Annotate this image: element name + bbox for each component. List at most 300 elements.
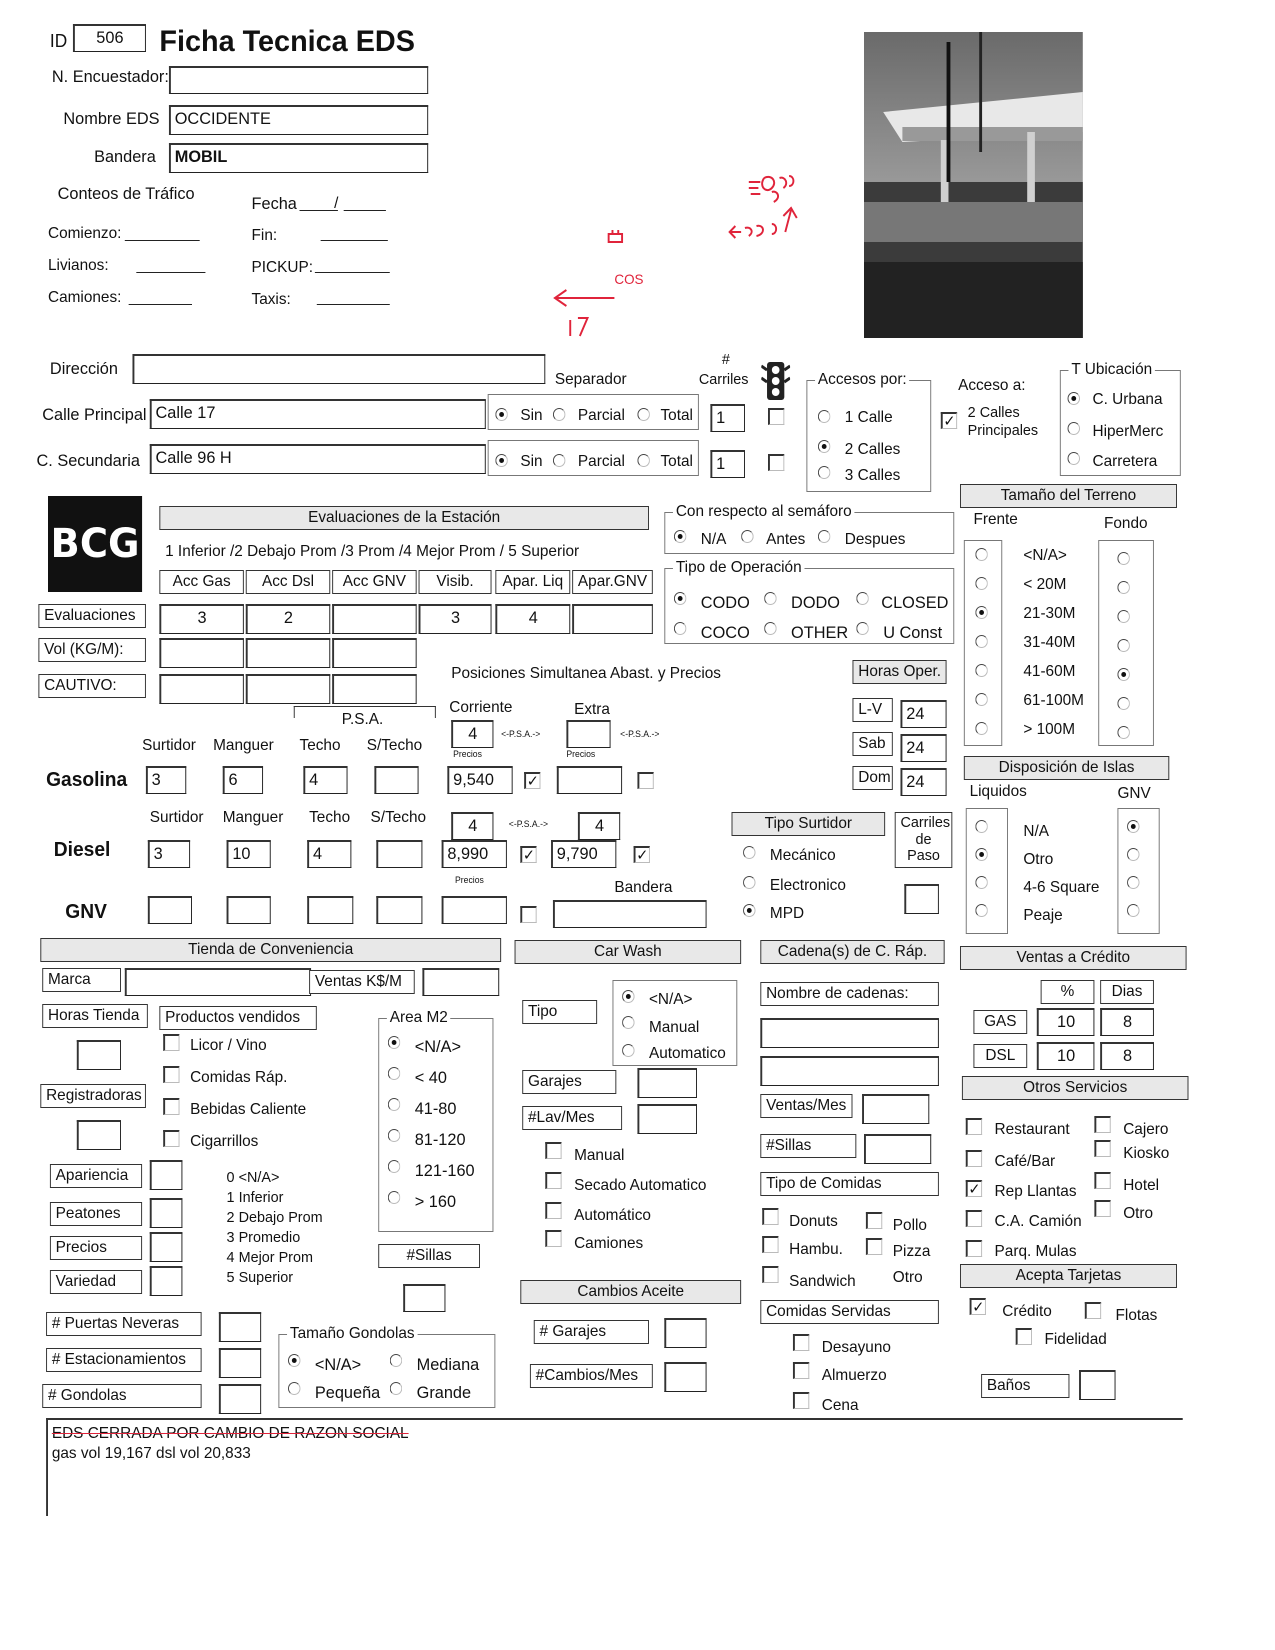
tam-gondolas-title: Tamaño Gondolas (287, 1325, 417, 1343)
tarjeta-fidelidad-label: Fidelidad (1044, 1331, 1107, 1348)
servicio-mulas-checkbox[interactable] (966, 1240, 982, 1257)
islas-option-label: Peaje (1023, 907, 1063, 924)
credito-dsl-dias-field[interactable]: 8 (1100, 1042, 1154, 1070)
tarjeta-credito-label: Crédito (1002, 1303, 1052, 1320)
tienda-peatones-field[interactable] (150, 1198, 183, 1228)
nombre-eds-field[interactable]: OCCIDENTE (169, 105, 428, 135)
ubicacion-hipermerc-radio[interactable] (1068, 422, 1080, 435)
islas-option-label: N/A (1023, 823, 1049, 840)
cadenas-nombre-field-2[interactable] (760, 1056, 939, 1086)
gondola-grande-radio[interactable] (390, 1382, 402, 1395)
acceso-2-calles-radio[interactable] (818, 440, 830, 453)
dsl-surtidor-label: Surtidor (149, 809, 204, 826)
encuestador-field[interactable] (169, 66, 428, 94)
fecha-label: Fecha (251, 194, 297, 213)
servicio-hotel-checkbox[interactable] (1094, 1172, 1110, 1189)
calle-principal-field[interactable]: Calle 17 (150, 399, 486, 429)
surtidor-mecanico-radio[interactable] (743, 846, 755, 859)
servida-almuerzo-checkbox[interactable] (793, 1362, 809, 1379)
area-m2-option-label: 81-120 (414, 1130, 466, 1149)
sep-sin-label-2: Sin (520, 453, 543, 470)
horas-dom-field[interactable]: 24 (900, 768, 946, 796)
carwash-auto-label: Automático (574, 1207, 651, 1224)
tienda-ventas-field[interactable] (422, 968, 499, 996)
aceite-cambios-label: #Cambios/Mes (530, 1364, 653, 1388)
gas-stecho-field[interactable] (374, 766, 418, 794)
bandera-field[interactable]: MOBIL (169, 143, 428, 173)
op-codo-radio[interactable] (674, 592, 686, 605)
islas-option-label: 4-6 Square (1023, 879, 1100, 896)
registradoras-label: Registradoras (40, 1084, 146, 1108)
gondola-grande-label: Grande (416, 1383, 472, 1402)
gnv-bandera-field[interactable] (553, 900, 707, 928)
ubicacion-carretera-radio[interactable] (1068, 452, 1080, 465)
notes-line-1: EDS CERRADA POR CAMBIO DE RAZON SOCIAL (51, 1425, 409, 1442)
carwash-na-radio[interactable] (622, 990, 634, 1003)
horas-sab-label: Sab (852, 732, 892, 756)
acceso-3-calles-radio[interactable] (818, 466, 830, 479)
calle-secundaria-label: C. Secundaria (36, 451, 140, 470)
tarjeta-flotas-label: Flotas (1115, 1307, 1158, 1324)
credito-gas-dias-field[interactable]: 8 (1100, 1008, 1154, 1036)
carriles-secundaria-field[interactable]: 1 (710, 450, 745, 478)
dsl-precio-field[interactable]: 8,990 (442, 840, 507, 868)
acceso-2-label: 2 Calles (844, 441, 901, 458)
op-coco-radio[interactable] (674, 622, 686, 635)
comida-hambu-checkbox[interactable] (762, 1236, 778, 1253)
servida-cena-checkbox[interactable] (793, 1392, 809, 1409)
surtidor-mecanico-label: Mecánico (769, 847, 836, 864)
eval-col-header: Apar.GNV (572, 570, 653, 594)
carwash-manual-label: Manual (648, 1019, 700, 1036)
area-m2-radio[interactable] (388, 1098, 400, 1111)
carwash-automatico-radio[interactable] (622, 1044, 634, 1057)
gas-extra-checkbox[interactable] (637, 772, 653, 789)
acceso-a-label: Acceso a: (958, 377, 1026, 394)
area-m2-radio[interactable] (388, 1129, 400, 1142)
servicio-llantas-label: Rep Llantas (994, 1183, 1077, 1200)
nombre-eds-label: Nombre EDS (63, 109, 160, 128)
notes-area[interactable] (46, 1418, 1183, 1516)
area-m2-option-label: < 40 (414, 1068, 447, 1087)
dsl-techo-label: Techo (309, 809, 351, 826)
tienda-sillas-label: #Sillas (378, 1244, 480, 1268)
gondola-pequena-label: Pequeña (314, 1383, 381, 1402)
carwash-secado-checkbox[interactable] (545, 1172, 561, 1189)
eval-value-field[interactable] (332, 604, 416, 634)
ubicacion-urbana-label: C. Urbana (1092, 391, 1163, 408)
tienda-ventas-label: Ventas K$/M (309, 970, 415, 994)
id-label: ID (49, 31, 68, 51)
semaforo-title: Con respecto al semáforo (673, 503, 855, 521)
op-closed-radio[interactable] (856, 592, 868, 605)
semaforo-despues-radio[interactable] (818, 530, 830, 543)
gondola-na-label: <N/A> (314, 1355, 362, 1374)
gas-extra-precio-field[interactable] (557, 766, 622, 794)
id-field[interactable]: 506 (73, 24, 146, 52)
tienda-scale-item: 4 Mejor Prom (226, 1249, 313, 1266)
otros-servicios-header: Otros Servicios (962, 1076, 1189, 1100)
carriles-principal-field[interactable]: 1 (710, 404, 745, 432)
area-m2-radio[interactable] (388, 1067, 400, 1080)
op-uconst-radio[interactable] (856, 622, 868, 635)
surtidor-electronico-radio[interactable] (743, 876, 755, 889)
gas-precio-field[interactable]: 9,540 (447, 766, 512, 794)
producto-licor-checkbox[interactable] (163, 1034, 179, 1051)
acceso-1-calle-radio[interactable] (818, 410, 830, 423)
area-m2-radio[interactable] (388, 1160, 400, 1173)
aceite-garajes-field[interactable] (664, 1318, 706, 1348)
carwash-camiones-label: Camiones (574, 1235, 644, 1252)
gas-techo-field[interactable]: 4 (303, 766, 347, 794)
gnv-techo-field[interactable] (307, 896, 353, 924)
cadenas-ventas-field[interactable] (862, 1094, 929, 1124)
tienda-scale-item: 1 Inferior (226, 1189, 284, 1206)
aceite-header: Cambios Aceite (520, 1280, 741, 1304)
cautivo-field[interactable] (332, 674, 416, 704)
gas-surtidor-field[interactable]: 3 (146, 766, 186, 794)
servida-almuerzo-label: Almuerzo (821, 1367, 887, 1384)
gas-techo-label: Techo (299, 737, 341, 754)
op-dodo-radio[interactable] (764, 592, 776, 605)
terreno-frente-radio[interactable] (975, 664, 987, 677)
tienda-precios-label: Precios (50, 1236, 142, 1260)
operacion-title: Tipo de Operación (673, 559, 805, 577)
horas-lv-label: L-V (852, 698, 892, 722)
vol-field[interactable] (332, 638, 416, 668)
tienda-marca-field[interactable] (125, 968, 311, 996)
cautivo-field[interactable] (159, 674, 243, 704)
carwash-lav-label: #Lav/Mes (522, 1106, 622, 1130)
tarjeta-credito-checkbox[interactable]: ✓ (970, 1298, 986, 1315)
gas-precios-label: Precios (453, 749, 482, 759)
aceite-cambios-field[interactable] (664, 1362, 706, 1392)
dsl-precio2-field[interactable]: 9,790 (551, 840, 616, 868)
dsl-precio-checkbox[interactable]: ✓ (520, 846, 536, 863)
corriente-label: Corriente (449, 699, 513, 716)
gas-corriente-psa-field[interactable]: 4 (451, 720, 493, 748)
servicio-cafe-label: Café/Bar (994, 1153, 1056, 1170)
carwash-secado-label: Secado Automatico (574, 1177, 707, 1194)
eval-value-field[interactable]: 2 (246, 604, 330, 634)
dsl-surtidor-field[interactable]: 3 (148, 840, 190, 868)
cautivo-field[interactable] (246, 674, 330, 704)
gas-surtidor-label: Surtidor (142, 737, 196, 754)
producto-cigarrillos-checkbox[interactable] (163, 1130, 179, 1147)
carwash-garajes-label: Garajes (522, 1070, 616, 1094)
cadenas-tipo-label: Tipo de Comidas (760, 1172, 939, 1196)
semaforo-na-label: N/A (700, 531, 727, 548)
direccion-label: Dirección (49, 359, 118, 378)
terreno-option-label: > 100M (1023, 721, 1076, 738)
islas-option-label: Otro (1023, 851, 1054, 868)
carwash-manual-radio[interactable] (622, 1016, 634, 1029)
credito-dsl-pct-field[interactable]: 10 (1037, 1042, 1095, 1070)
gnv-surtidor-field[interactable] (148, 896, 192, 924)
islas-gnv-radio[interactable] (1127, 904, 1139, 917)
comida-donuts-label: Donuts (789, 1213, 838, 1230)
semaforo-principal-checkbox[interactable] (768, 408, 784, 425)
islas-gnv-radio[interactable] (1127, 820, 1139, 833)
registradoras-field[interactable] (77, 1120, 121, 1150)
vol-field[interactable] (159, 638, 243, 668)
terreno-fondo-radio[interactable] (1117, 668, 1129, 681)
fin-label: Fin: (251, 227, 278, 244)
terreno-option-label: < 20M (1023, 576, 1067, 593)
gnv-precio-field[interactable] (442, 896, 507, 924)
islas-gnv-radio[interactable] (1127, 876, 1139, 889)
eval-value-field[interactable]: 4 (495, 604, 570, 634)
semaforo-antes-label: Antes (766, 531, 806, 548)
surtidor-mpd-radio[interactable] (743, 904, 755, 917)
dsl-stecho-field[interactable] (376, 840, 422, 868)
carriles-paso-label: Carriles de Paso (895, 812, 953, 868)
area-m2-option-label: 121-160 (414, 1161, 475, 1180)
carriles-label: Carriles (698, 371, 749, 388)
servicio-camion-checkbox[interactable] (966, 1210, 982, 1227)
sep-principal-sin-radio[interactable] (495, 408, 507, 421)
terreno-fondo-radio[interactable] (1117, 697, 1129, 710)
gnv-bandera-label: Bandera (614, 879, 673, 896)
servicio-otro-checkbox[interactable] (1094, 1200, 1110, 1217)
sep-parcial-label-2: Parcial (577, 453, 625, 470)
gondolas-label: # Gondolas (42, 1384, 201, 1408)
producto-comidas-label: Comidas Ráp. (190, 1069, 288, 1086)
comida-sandwich-checkbox[interactable] (762, 1266, 778, 1283)
tienda-scale-item: 5 Superior (226, 1269, 294, 1286)
tienda-marca-label: Marca (42, 968, 121, 992)
islas-liquidos-radio[interactable] (975, 848, 987, 861)
producto-bebidas-checkbox[interactable] (163, 1098, 179, 1115)
gondola-mediana-radio[interactable] (390, 1354, 402, 1367)
gas-manguer-field[interactable]: 6 (223, 766, 263, 794)
terreno-frente-radio[interactable] (975, 693, 987, 706)
gas-extra-precios-label: Precios (566, 749, 596, 759)
cadenas-sillas-field[interactable] (864, 1134, 931, 1164)
terreno-frente-radio[interactable] (975, 548, 987, 561)
tienda-precios-field[interactable] (150, 1232, 183, 1262)
terreno-fondo-label: Fondo (1104, 515, 1148, 532)
tienda-apariencia-field[interactable] (150, 1160, 183, 1190)
vol-field[interactable] (246, 638, 330, 668)
gas-precio-checkbox[interactable]: ✓ (524, 772, 540, 789)
servicio-otro-label: Otro (1123, 1205, 1154, 1222)
area-m2-title: Area M2 (387, 1009, 451, 1027)
carwash-lav-field[interactable] (637, 1104, 697, 1134)
eval-col-header: Acc Dsl (246, 570, 330, 594)
comida-donuts-checkbox[interactable] (762, 1208, 778, 1225)
credito-header: Ventas a Crédito (960, 946, 1187, 970)
banos-field[interactable] (1079, 1370, 1115, 1400)
semaforo-antes-radio[interactable] (741, 530, 753, 543)
islas-liquidos-label: Liquidos (969, 783, 1027, 800)
tienda-peatones-label: Peatones (50, 1202, 142, 1226)
sep-secundaria-sin-radio[interactable] (495, 454, 507, 467)
terreno-frente-radio[interactable] (975, 722, 987, 735)
servicio-cajero-checkbox[interactable] (1094, 1116, 1110, 1133)
acceso-2-principales-checkbox[interactable]: ✓ (941, 412, 957, 429)
gondola-na-radio[interactable] (288, 1354, 300, 1367)
producto-licor-label: Licor / Vino (190, 1037, 267, 1054)
comidas-servidas-label: Comidas Servidas (760, 1300, 939, 1324)
sep-principal-total-radio[interactable] (637, 408, 649, 421)
servida-desayuno-checkbox[interactable] (793, 1334, 809, 1351)
servicio-cafe-checkbox[interactable] (966, 1150, 982, 1167)
area-m2-option-label: > 160 (414, 1192, 457, 1211)
station-photo (864, 32, 1083, 338)
horas-lv-field[interactable]: 24 (900, 700, 946, 728)
servicio-restaurant-label: Restaurant (994, 1121, 1070, 1138)
terreno-frente-radio[interactable] (975, 606, 987, 619)
servicio-restaurant-checkbox[interactable] (966, 1118, 982, 1135)
credito-dsl-label: DSL (973, 1044, 1027, 1068)
estacionamientos-label: # Estacionamientos (46, 1348, 202, 1372)
cadenas-nombre-field-1[interactable] (760, 1018, 939, 1048)
eval-col-header: Visib. (419, 570, 492, 594)
dsl-psa2-field[interactable]: 4 (578, 812, 620, 840)
islas-header: Disposición de Islas (964, 756, 1169, 780)
gnv-label: GNV (65, 901, 107, 923)
diesel-label: Diesel (53, 839, 111, 861)
islas-gnv-radio[interactable] (1127, 848, 1139, 861)
sep-secundaria-total-radio[interactable] (637, 454, 649, 467)
gondolas-field[interactable] (219, 1384, 261, 1414)
tienda-sillas-field[interactable] (403, 1284, 445, 1312)
op-codo-label: CODO (700, 593, 750, 612)
surtidor-electronico-label: Electronico (769, 877, 846, 894)
encuestador-label: N. Encuestador: (51, 67, 169, 86)
comida-pizza-checkbox[interactable] (866, 1238, 882, 1255)
bcg-logo: BCG (48, 496, 142, 592)
ubicacion-title: T Ubicación (1068, 361, 1155, 379)
terreno-option-label: 31-40M (1023, 634, 1076, 651)
terreno-fondo-radio[interactable] (1117, 610, 1129, 623)
terreno-frente-label: Frente (973, 511, 1018, 528)
eval-col-header: Apar. Liq (495, 570, 570, 594)
sep-sin-label: Sin (520, 407, 543, 424)
aceite-garajes-label: # Garajes (534, 1320, 649, 1344)
gondola-pequena-radio[interactable] (288, 1382, 300, 1395)
terreno-option-label: 21-30M (1023, 605, 1076, 622)
carwash-na-label: <N/A> (648, 991, 693, 1008)
terreno-fondo-radio[interactable] (1117, 726, 1129, 739)
calle-principal-label: Calle Principal (42, 405, 147, 424)
servicio-kiosko-checkbox[interactable] (1094, 1140, 1110, 1157)
dsl-precio2-checkbox[interactable]: ✓ (634, 846, 650, 863)
horas-oper-header: Horas Oper. (852, 660, 946, 684)
vol-label: Vol (KG/M): (38, 638, 146, 662)
dsl-manguer-field[interactable]: 10 (227, 840, 271, 868)
semaforo-secundaria-checkbox[interactable] (768, 454, 784, 471)
carwash-auto-checkbox[interactable] (545, 1202, 561, 1219)
terreno-option-label: 61-100M (1023, 692, 1084, 709)
annotation-cos: COS (614, 271, 644, 287)
eval-value-field[interactable] (572, 604, 653, 634)
sep-parcial-label: Parcial (577, 407, 625, 424)
carwash-tipo-label: Tipo (522, 1000, 597, 1024)
gnv-manguer-field[interactable] (227, 896, 271, 924)
op-dodo-label: DODO (791, 593, 840, 612)
tienda-scale-item: 3 Promedio (226, 1229, 301, 1246)
terreno-frente-radio[interactable] (975, 577, 987, 590)
tipo-surtidor-header: Tipo Surtidor (732, 812, 886, 836)
terreno-frente-radio[interactable] (975, 635, 987, 648)
estacionamientos-field[interactable] (219, 1348, 261, 1378)
gnv-stecho-field[interactable] (376, 896, 422, 924)
carwash-manual-checkbox[interactable] (545, 1142, 561, 1159)
gas-psa-arrow-2: <-P.S.A.-> (620, 729, 660, 739)
comida-hambu-label: Hambu. (789, 1241, 843, 1258)
accesos-title: Accesos por: (815, 371, 910, 389)
tienda-variedad-field[interactable] (150, 1266, 183, 1296)
separador-label: Separador (554, 371, 627, 388)
ubicacion-urbana-radio[interactable] (1068, 392, 1080, 405)
servicio-hotel-label: Hotel (1123, 1177, 1160, 1194)
tarjeta-fidelidad-checkbox[interactable] (1016, 1328, 1032, 1345)
puertas-neveras-field[interactable] (219, 1312, 261, 1342)
islas-liquidos-radio[interactable] (975, 820, 987, 833)
carwash-garajes-field[interactable] (637, 1068, 697, 1098)
extra-label: Extra (574, 701, 610, 718)
islas-liquidos-radio[interactable] (975, 876, 987, 889)
gasolina-label: Gasolina (46, 769, 128, 791)
trafico-title: Conteos de Tráfico (57, 184, 195, 203)
area-m2-radio[interactable] (388, 1191, 400, 1204)
psa-label: P.S.A. (341, 711, 384, 728)
eval-value-field[interactable]: 3 (419, 604, 492, 634)
direccion-field[interactable] (132, 354, 545, 384)
dsl-psa-field[interactable]: 4 (451, 812, 493, 840)
semaforo-na-radio[interactable] (674, 530, 686, 543)
tarjeta-flotas-checkbox[interactable] (1085, 1302, 1101, 1319)
eval-value-field[interactable]: 3 (159, 604, 243, 634)
dsl-techo-field[interactable]: 4 (307, 840, 351, 868)
livianos-label: Livianos: (48, 257, 109, 274)
op-other-radio[interactable] (764, 622, 776, 635)
dsl-precios-label: Precios (455, 875, 484, 885)
producto-comidas-checkbox[interactable] (163, 1066, 179, 1083)
sep-principal-parcial-radio[interactable] (553, 408, 565, 421)
credito-pct-label: % (1041, 980, 1095, 1004)
servicio-llantas-checkbox[interactable]: ✓ (966, 1180, 982, 1197)
horas-sab-field[interactable]: 24 (900, 734, 946, 762)
cadenas-ventas-label: Ventas/Mes (760, 1094, 852, 1118)
tienda-productos-label: Productos vendidos (159, 1006, 316, 1030)
area-m2-option-label: <N/A> (414, 1037, 461, 1056)
terreno-fondo-radio[interactable] (1117, 639, 1129, 652)
terreno-fondo-radio[interactable] (1117, 552, 1129, 565)
islas-liquidos-radio[interactable] (975, 904, 987, 917)
terreno-fondo-radio[interactable] (1117, 581, 1129, 594)
puertas-neveras-label: # Puertas Neveras (46, 1312, 202, 1336)
dsl-psa-arrow: <-P.S.A.-> (508, 819, 549, 829)
gas-extra-psa-field[interactable] (566, 720, 610, 748)
carriles-paso-field[interactable] (904, 884, 939, 914)
gnv-precio-checkbox[interactable] (520, 906, 536, 923)
tienda-horas-field[interactable] (77, 1040, 121, 1070)
calle-secundaria-field[interactable]: Calle 96 H (150, 444, 486, 474)
comida-otro-label: Otro (892, 1269, 923, 1286)
credito-gas-pct-field[interactable]: 10 (1037, 1008, 1095, 1036)
gas-manguer-label: Manguer (213, 737, 274, 754)
comida-pizza-label: Pizza (892, 1243, 931, 1260)
carwash-c-manual-label: Manual (574, 1147, 625, 1164)
acceso-1-label: 1 Calle (844, 409, 893, 426)
area-m2-radio[interactable] (388, 1036, 400, 1049)
comida-pollo-checkbox[interactable] (866, 1212, 882, 1229)
carwash-camiones-checkbox[interactable] (545, 1230, 561, 1247)
sep-secundaria-parcial-radio[interactable] (553, 454, 565, 467)
